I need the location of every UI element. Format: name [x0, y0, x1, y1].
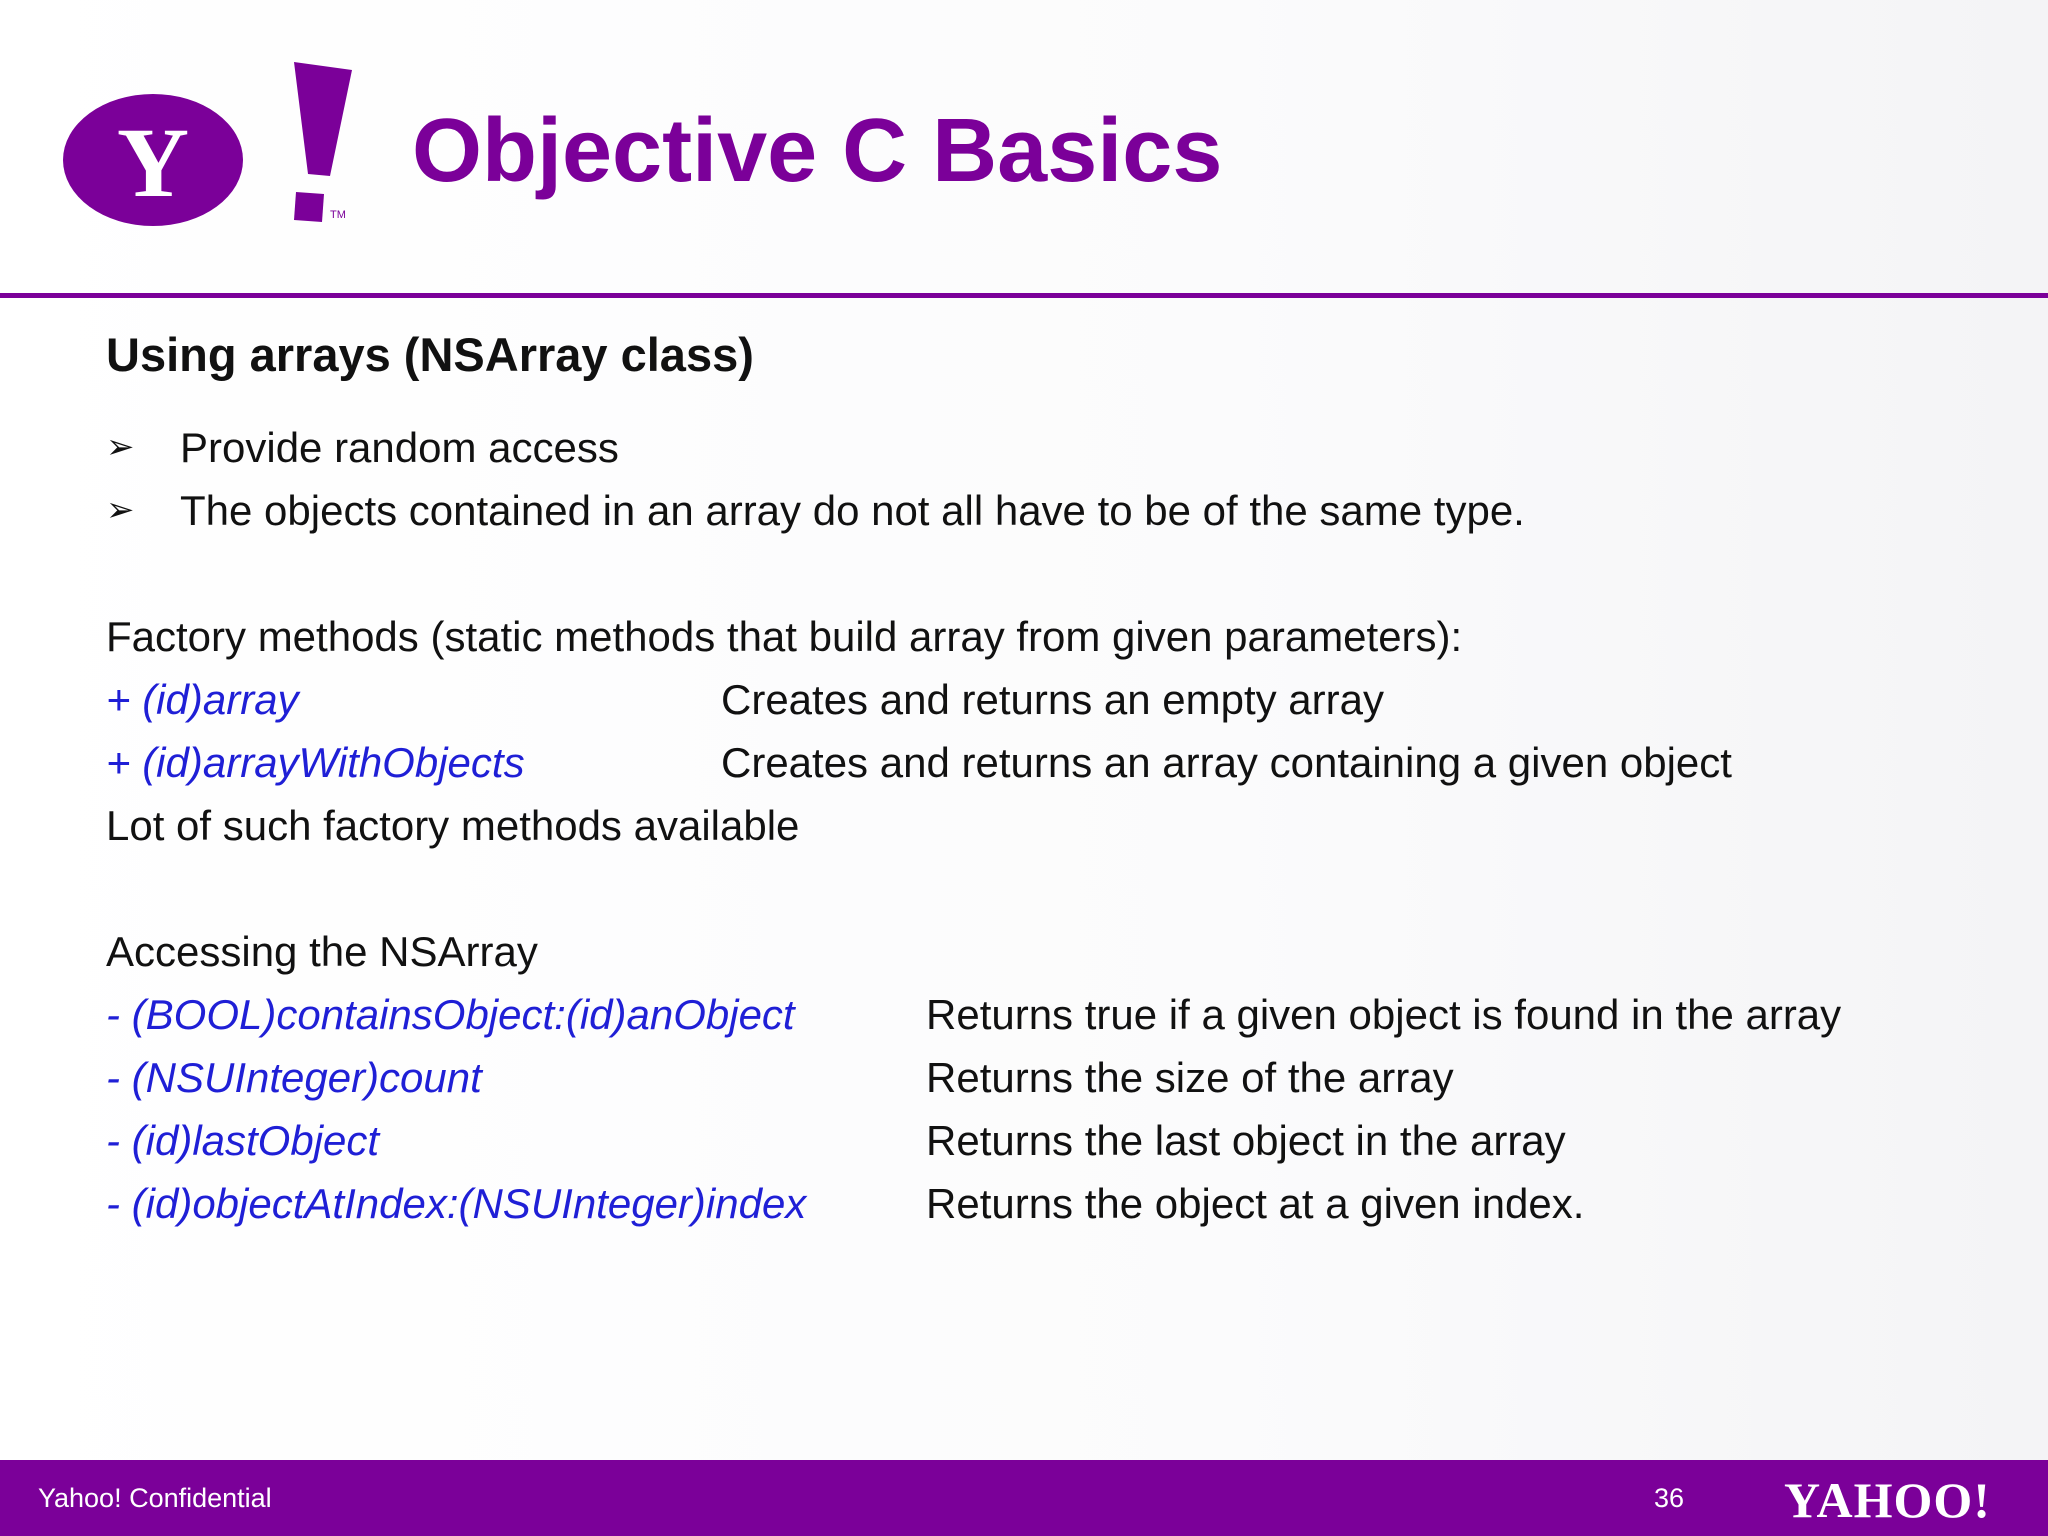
method-signature: - (id)lastObject — [106, 1117, 380, 1164]
bullet-item — [106, 479, 2006, 542]
page-number: 36 — [1654, 1483, 1685, 1513]
svg-text:Y: Y — [116, 107, 190, 218]
factory-note: Lot of such factory methods available — [106, 802, 800, 849]
factory-heading: Factory methods (static methods that build array from given parameters): — [106, 613, 1463, 660]
method-description: Creates and returns an empty array — [721, 676, 1384, 723]
bullet-item — [106, 416, 2006, 479]
arrow-bullet-icon: ➢ — [106, 491, 135, 529]
confidential-label: Yahoo! Confidential — [38, 1483, 272, 1513]
method-description: Returns true if a given object is found in the array — [926, 991, 1842, 1038]
title-divider — [0, 293, 2048, 298]
method-description: Creates and returns an array containing a given object — [721, 739, 1732, 786]
method-row — [106, 668, 2006, 731]
bullet-text: Provide random access — [180, 424, 619, 471]
footer-bar — [0, 1460, 2048, 1536]
bullet-text: The objects contained in an array do not all have to be of the same type. — [180, 487, 1525, 534]
slide-title: Objective C Basics — [412, 101, 1223, 201]
svg-text:TM: TM — [330, 209, 346, 221]
yahoo-logo — [58, 56, 358, 236]
method-description: Returns the object at a given index. — [926, 1180, 1585, 1227]
method-row — [106, 1109, 2006, 1172]
access-heading: Accessing the NSArray — [106, 928, 538, 975]
method-signature: + (id)array — [106, 676, 299, 723]
method-row — [106, 1046, 2006, 1109]
method-row — [106, 983, 2006, 1046]
arrow-bullet-icon: ➢ — [106, 428, 135, 466]
slide-body — [106, 318, 2006, 1235]
section-heading: Using arrays (NSArray class) — [106, 328, 754, 381]
method-description: Returns the last object in the array — [926, 1117, 1566, 1164]
method-signature: + (id)arrayWithObjects — [106, 739, 525, 786]
footer-yahoo-logo: YAHOO! — [1784, 1472, 1991, 1528]
method-row — [106, 731, 2006, 794]
method-row — [106, 1172, 2006, 1235]
method-signature: - (NSUInteger)count — [106, 1054, 482, 1101]
method-signature: - (id)objectAtIndex:(NSUInteger)index — [106, 1180, 807, 1227]
method-description: Returns the size of the array — [926, 1054, 1454, 1101]
method-signature: - (BOOL)containsObject:(id)anObject — [106, 991, 795, 1038]
